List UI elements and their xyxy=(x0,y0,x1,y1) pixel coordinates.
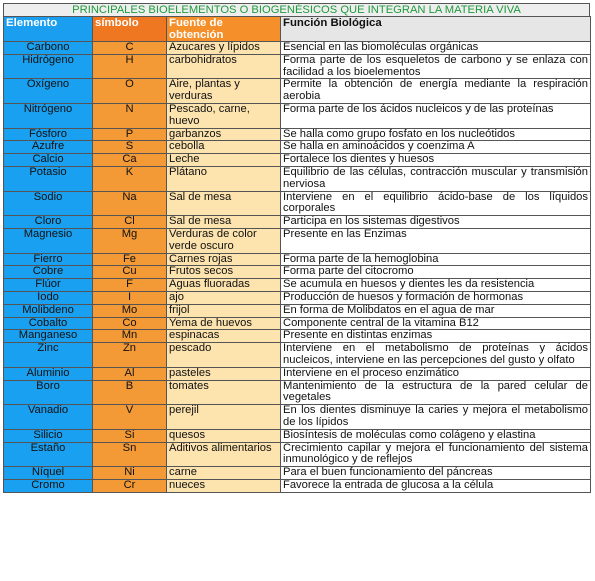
source-cell: Sal de mesa xyxy=(167,216,281,229)
column-header-element: Elemento xyxy=(4,17,93,42)
table-row xyxy=(4,141,591,154)
source-cell: Yema de huevos xyxy=(167,317,281,330)
element-cell: Oxígeno xyxy=(4,79,93,104)
symbol-cell: Si xyxy=(93,429,167,442)
function-cell: Equilibrio de las células, contracción muscular y transmisión nerviosa xyxy=(281,166,591,191)
table-row xyxy=(4,467,591,480)
symbol-cell: Cu xyxy=(93,266,167,279)
function-cell: Esencial en las biomoléculas orgánicas xyxy=(281,42,591,55)
function-cell: Favorece la entrada de glucosa a la célula xyxy=(281,479,591,492)
element-cell: Manganeso xyxy=(4,330,93,343)
table-row xyxy=(4,154,591,167)
function-cell: Forma parte de los esqueletos de carbono y se enlaza con facilidad a los bioelementos xyxy=(281,54,591,79)
table-row xyxy=(4,42,591,55)
element-cell: Fósforo xyxy=(4,128,93,141)
table-row xyxy=(4,228,591,253)
source-cell: pescado xyxy=(167,343,281,368)
function-cell: Permite la obtención de energía mediante la respiración aerobia xyxy=(281,79,591,104)
header-row xyxy=(4,17,591,42)
source-cell: Verduras de color verde oscuro xyxy=(167,228,281,253)
function-cell: Se halla en aminoácidos y coenzima A xyxy=(281,141,591,154)
source-cell: Aditivos alimentarios xyxy=(167,442,281,467)
symbol-cell: C xyxy=(93,42,167,55)
symbol-cell: Ca xyxy=(93,154,167,167)
source-cell: espinacas xyxy=(167,330,281,343)
source-cell: Aguas fluoradas xyxy=(167,279,281,292)
function-cell: Crecimiento capilar y mejora el funcionamiento del sistema inmunológico y de reflejos xyxy=(281,442,591,467)
source-cell: nueces xyxy=(167,479,281,492)
function-cell: Componente central de la vitamina B12 xyxy=(281,317,591,330)
table-row xyxy=(4,442,591,467)
table-row xyxy=(4,330,591,343)
symbol-cell: Sn xyxy=(93,442,167,467)
function-cell: Presente en las Enzimas xyxy=(281,228,591,253)
symbol-cell: H xyxy=(93,54,167,79)
symbol-cell: N xyxy=(93,103,167,128)
source-cell: Pescado, carne, huevo xyxy=(167,103,281,128)
symbol-cell: Mo xyxy=(93,304,167,317)
element-cell: Fierro xyxy=(4,253,93,266)
element-cell: Silicio xyxy=(4,429,93,442)
symbol-cell: Cr xyxy=(93,479,167,492)
function-cell: Se halla como grupo fosfato en los nucleótidos xyxy=(281,128,591,141)
source-cell: carne xyxy=(167,467,281,480)
source-cell: frijol xyxy=(167,304,281,317)
table-title: PRINCIPALES BIOELEMENTOS O BIOGENÉSICOS QUE INTEGRAN LA MATERIA VIVA xyxy=(3,3,590,16)
element-cell: Molibdeno xyxy=(4,304,93,317)
source-cell: garbanzos xyxy=(167,128,281,141)
symbol-cell: F xyxy=(93,279,167,292)
element-cell: Zinc xyxy=(4,343,93,368)
source-cell: Leche xyxy=(167,154,281,167)
symbol-cell: Na xyxy=(93,191,167,216)
symbol-cell: Mg xyxy=(93,228,167,253)
symbol-cell: Fe xyxy=(93,253,167,266)
source-cell: pasteles xyxy=(167,367,281,380)
table-row xyxy=(4,429,591,442)
table-row xyxy=(4,304,591,317)
element-cell: Sodio xyxy=(4,191,93,216)
source-cell: ajo xyxy=(167,291,281,304)
function-cell: Forma parte de los ácidos nucleicos y de las proteínas xyxy=(281,103,591,128)
function-cell: Interviene en el proceso enzimático xyxy=(281,367,591,380)
table-row xyxy=(4,266,591,279)
source-cell: Sal de mesa xyxy=(167,191,281,216)
table-row xyxy=(4,216,591,229)
element-cell: Iodo xyxy=(4,291,93,304)
symbol-cell: B xyxy=(93,380,167,405)
symbol-cell: Cl xyxy=(93,216,167,229)
element-cell: Flúor xyxy=(4,279,93,292)
element-cell: Estaño xyxy=(4,442,93,467)
table-row xyxy=(4,279,591,292)
source-cell: quesos xyxy=(167,429,281,442)
symbol-cell: S xyxy=(93,141,167,154)
table-row xyxy=(4,317,591,330)
table-row xyxy=(4,479,591,492)
source-cell: Frutos secos xyxy=(167,266,281,279)
table-row xyxy=(4,291,591,304)
element-cell: Cobre xyxy=(4,266,93,279)
function-cell: Interviene en el equilibrio ácido-base de los líquidos corporales xyxy=(281,191,591,216)
function-cell: Biosíntesis de moléculas como colágeno y elastina xyxy=(281,429,591,442)
element-cell: Níquel xyxy=(4,467,93,480)
function-cell: Se acumula en huesos y dientes les da resistencia xyxy=(281,279,591,292)
column-header-symbol: símbolo xyxy=(93,17,167,42)
function-cell: Producción de huesos y formación de hormonas xyxy=(281,291,591,304)
symbol-cell: V xyxy=(93,405,167,430)
table-row xyxy=(4,343,591,368)
bioelements-table xyxy=(3,16,591,493)
function-cell: Interviene en el metabolismo de proteínas y ácidos nucleicos, interviene en las percepciones del gusto y olfato xyxy=(281,343,591,368)
function-cell: Presente en distintas enzimas xyxy=(281,330,591,343)
table-row xyxy=(4,253,591,266)
function-cell: Para el buen funcionamiento del páncreas xyxy=(281,467,591,480)
table-row xyxy=(4,367,591,380)
column-header-function: Función Biológica xyxy=(281,17,591,42)
element-cell: Aluminio xyxy=(4,367,93,380)
function-cell: Mantenimiento de la estructura de la pared celular de vegetales xyxy=(281,380,591,405)
table-row xyxy=(4,166,591,191)
element-cell: Cobalto xyxy=(4,317,93,330)
element-cell: Hidrógeno xyxy=(4,54,93,79)
element-cell: Carbono xyxy=(4,42,93,55)
element-cell: Azufre xyxy=(4,141,93,154)
function-cell: Participa en los sistemas digestivos xyxy=(281,216,591,229)
symbol-cell: I xyxy=(93,291,167,304)
element-cell: Potasio xyxy=(4,166,93,191)
element-cell: Nitrógeno xyxy=(4,103,93,128)
symbol-cell: Mn xyxy=(93,330,167,343)
symbol-cell: Co xyxy=(93,317,167,330)
element-cell: Boro xyxy=(4,380,93,405)
source-cell: Azucares y lípidos xyxy=(167,42,281,55)
bioelements-document xyxy=(3,3,590,493)
symbol-cell: P xyxy=(93,128,167,141)
table-row xyxy=(4,405,591,430)
symbol-cell: Al xyxy=(93,367,167,380)
table-row xyxy=(4,128,591,141)
table-row xyxy=(4,79,591,104)
source-cell: cebolla xyxy=(167,141,281,154)
table-row xyxy=(4,103,591,128)
element-cell: Cloro xyxy=(4,216,93,229)
element-cell: Cromo xyxy=(4,479,93,492)
table-row xyxy=(4,54,591,79)
symbol-cell: Zn xyxy=(93,343,167,368)
source-cell: Carnes rojas xyxy=(167,253,281,266)
table-body xyxy=(4,42,591,493)
source-cell: Aire, plantas y verduras xyxy=(167,79,281,104)
table-row xyxy=(4,191,591,216)
element-cell: Magnesio xyxy=(4,228,93,253)
symbol-cell: O xyxy=(93,79,167,104)
function-cell: En forma de Molibdatos en el agua de mar xyxy=(281,304,591,317)
source-cell: perejil xyxy=(167,405,281,430)
column-header-source: Fuente de obtención xyxy=(167,17,281,42)
function-cell: Forma parte de la hemoglobina xyxy=(281,253,591,266)
source-cell: tomates xyxy=(167,380,281,405)
table-row xyxy=(4,380,591,405)
source-cell: Plátano xyxy=(167,166,281,191)
source-cell: carbohidratos xyxy=(167,54,281,79)
function-cell: Forma parte del citocromo xyxy=(281,266,591,279)
symbol-cell: K xyxy=(93,166,167,191)
element-cell: Calcio xyxy=(4,154,93,167)
function-cell: En los dientes disminuye la caries y mejora el metabolismo de los lípidos xyxy=(281,405,591,430)
symbol-cell: Ni xyxy=(93,467,167,480)
function-cell: Fortalece los dientes y huesos xyxy=(281,154,591,167)
element-cell: Vanadio xyxy=(4,405,93,430)
